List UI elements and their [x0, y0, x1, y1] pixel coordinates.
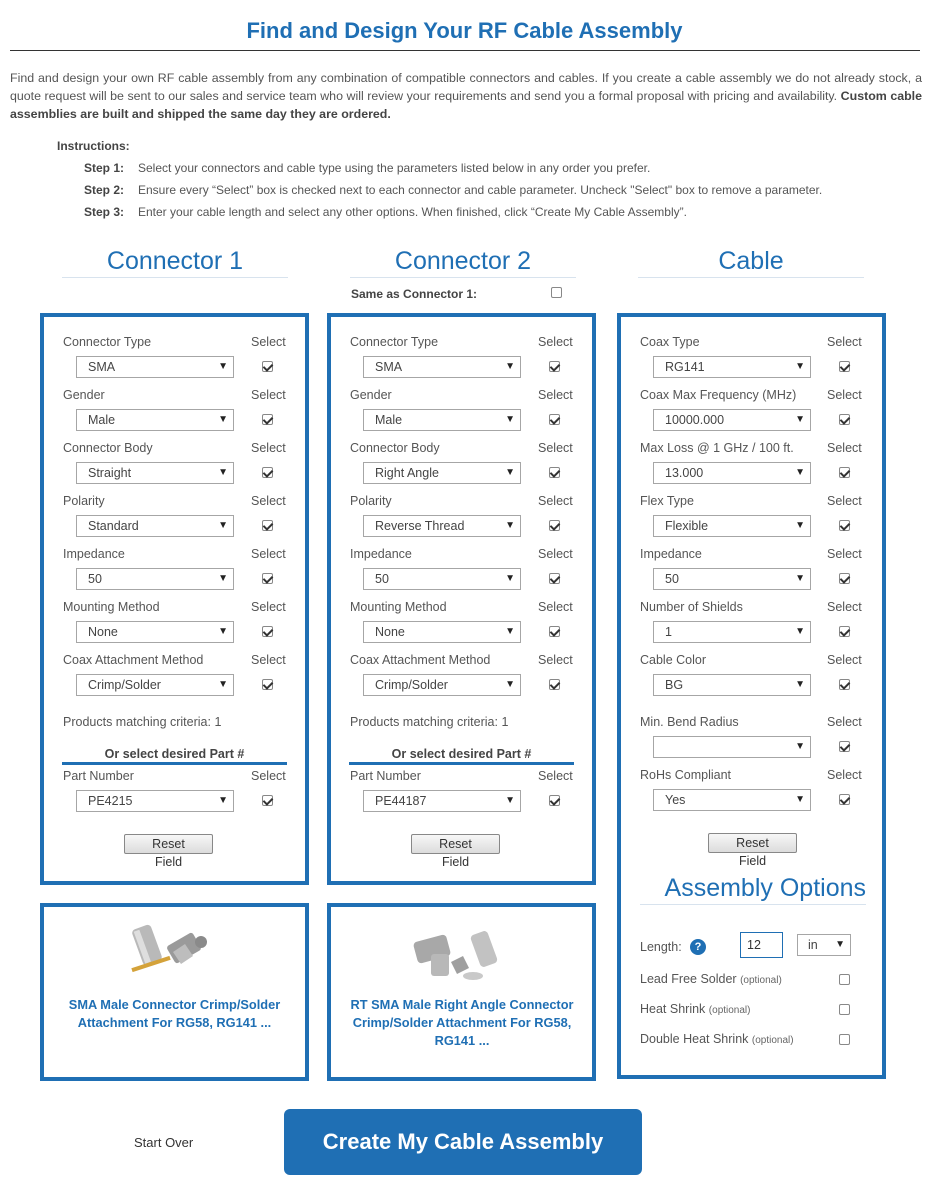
select-label: Select	[251, 600, 286, 614]
dropdown-value: Right Angle	[375, 466, 439, 480]
cable-color-dropdown[interactable]	[653, 674, 811, 696]
connector1-body-label: Connector Body	[63, 441, 153, 455]
length-input[interactable]: 12	[740, 932, 783, 958]
dropdown-value: Yes	[665, 793, 686, 807]
select-label: Select	[538, 494, 573, 508]
cable-rohs-dropdown[interactable]	[653, 789, 811, 811]
dropdown-value: SMA	[88, 360, 116, 374]
option-label: Double Heat Shrink	[640, 1032, 749, 1046]
connector2-heading: Connector 2	[350, 246, 576, 278]
chevron-down-icon: ▼	[795, 361, 805, 372]
dropdown-value: 50	[88, 572, 102, 586]
dropdown-value: Straight	[88, 466, 132, 480]
option-note: (optional)	[708, 1005, 751, 1016]
option-note: (optional)	[751, 1035, 794, 1046]
chevron-down-icon: ▼	[795, 626, 805, 637]
connector1-impedance-dropdown[interactable]	[76, 568, 234, 590]
double-heat-shrink-checkbox[interactable]	[839, 1034, 850, 1045]
connector2-type-select-checkbox[interactable]	[549, 361, 560, 372]
select-label: Select	[251, 769, 286, 783]
dropdown-value: None	[375, 625, 405, 639]
connector1-product-title[interactable]: SMA Male Connector Crimp/Solder Attachment For RG58, RG141 ...	[68, 997, 281, 1030]
select-label: Select	[827, 494, 862, 508]
select-label: Select	[827, 768, 862, 782]
dropdown-value: Flexible	[665, 519, 709, 533]
cable-max-frequency-dropdown[interactable]	[653, 409, 811, 431]
connector2-product-image[interactable]	[411, 928, 511, 986]
connector2-mounting-select-checkbox[interactable]	[549, 626, 560, 637]
connector2-coax-attach-select-checkbox[interactable]	[549, 679, 560, 690]
cable-bend-radius-dropdown[interactable]	[653, 736, 811, 758]
cable-impedance-dropdown[interactable]	[653, 568, 811, 590]
connector2-coax-attach-label: Coax Attachment Method	[350, 653, 491, 667]
cable-reset-button[interactable]: Reset Field	[708, 833, 797, 853]
select-label: Select	[827, 653, 862, 667]
select-label: Select	[538, 653, 573, 667]
dropdown-value: Crimp/Solder	[375, 678, 448, 692]
cable-coax-type-select-checkbox[interactable]	[839, 361, 850, 372]
connector1-matching-count: Products matching criteria: 1	[63, 715, 222, 729]
chevron-down-icon: ▼	[505, 414, 515, 425]
option-label: Heat Shrink	[640, 1002, 706, 1016]
cable-flex-type-label: Flex Type	[640, 494, 694, 508]
connector1-type-select-checkbox[interactable]	[262, 361, 273, 372]
step-label: Step 2:	[84, 183, 125, 197]
chevron-down-icon: ▼	[505, 573, 515, 584]
connector1-part-label: Part Number	[63, 769, 134, 783]
cable-max-frequency-select-checkbox[interactable]	[839, 414, 850, 425]
select-label: Select	[251, 494, 286, 508]
lead-free-solder-label	[640, 972, 782, 986]
dropdown-value: SMA	[375, 360, 403, 374]
same-as-connector1-checkbox[interactable]	[551, 287, 562, 298]
connector1-mounting-dropdown[interactable]	[76, 621, 234, 643]
dropdown-value: 50	[665, 572, 679, 586]
select-label: Select	[251, 653, 286, 667]
heat-shrink-checkbox[interactable]	[839, 1004, 850, 1015]
connector1-impedance-select-checkbox[interactable]	[262, 573, 273, 584]
connector1-mounting-label: Mounting Method	[63, 600, 160, 614]
create-cable-assembly-button[interactable]: Create My Cable Assembly	[284, 1109, 642, 1175]
dropdown-value: RG141	[665, 360, 705, 374]
connector1-body-select-checkbox[interactable]	[262, 467, 273, 478]
chevron-down-icon: ▼	[505, 467, 515, 478]
connector2-impedance-dropdown[interactable]	[363, 568, 521, 590]
chevron-down-icon: ▼	[218, 679, 228, 690]
connector1-gender-dropdown[interactable]	[76, 409, 234, 431]
dropdown-value: 10000.000	[665, 413, 725, 427]
connector2-product-title[interactable]: RT SMA Male Right Angle Connector Crimp/Solder Attachment For RG58, RG141 ...	[350, 997, 574, 1048]
instruction-step-1	[84, 161, 650, 175]
connector2-type-dropdown[interactable]	[363, 356, 521, 378]
select-label: Select	[251, 335, 286, 349]
connector1-type-dropdown[interactable]	[76, 356, 234, 378]
connector1-coax-attach-label: Coax Attachment Method	[63, 653, 204, 667]
select-label: Select	[251, 388, 286, 402]
connector1-part-select-checkbox[interactable]	[262, 795, 273, 806]
chevron-down-icon: ▼	[505, 520, 515, 531]
connector2-body-select-checkbox[interactable]	[549, 467, 560, 478]
connector2-gender-select-checkbox[interactable]	[549, 414, 560, 425]
dropdown-value: BG	[665, 678, 684, 692]
chevron-down-icon: ▼	[218, 467, 228, 478]
cable-max-loss-dropdown[interactable]	[653, 462, 811, 484]
chevron-down-icon: ▼	[218, 361, 228, 372]
assembly-options-heading: Assembly Options	[640, 873, 866, 905]
select-label: Select	[538, 335, 573, 349]
step-text: Enter your cable length and select any other options. When finished, click “Create My Cable Assembly”.	[138, 205, 687, 219]
step-text: Select your connectors and cable type using the parameters listed below in any order you prefer.	[138, 161, 651, 175]
dropdown-value: 50	[375, 572, 389, 586]
cable-max-frequency-label: Coax Max Frequency (MHz)	[640, 388, 797, 402]
page-title: Find and Design Your RF Cable Assembly	[246, 18, 683, 43]
connector2-impedance-label: Impedance	[350, 547, 412, 561]
connector1-part-dropdown[interactable]	[76, 790, 234, 812]
dropdown-value: PE44187	[375, 794, 427, 808]
dropdown-value: Reverse Thread	[375, 519, 465, 533]
connector1-impedance-label: Impedance	[63, 547, 125, 561]
connector1-type-label: Connector Type	[63, 335, 152, 349]
chevron-down-icon: ▼	[505, 626, 515, 637]
heat-shrink-label	[640, 1002, 751, 1016]
cable-shields-label: Number of Shields	[640, 600, 743, 614]
chevron-down-icon: ▼	[795, 414, 805, 425]
select-label: Select	[251, 547, 286, 561]
step-label: Step 1:	[84, 161, 125, 175]
chevron-down-icon: ▼	[218, 414, 228, 425]
connector2-impedance-select-checkbox[interactable]	[549, 573, 560, 584]
length-label: Length:	[640, 940, 682, 954]
connector1-reset-button[interactable]: Reset Field	[124, 834, 213, 854]
cable-impedance-select-checkbox[interactable]	[839, 573, 850, 584]
option-label: Lead Free Solder	[640, 972, 737, 986]
cable-shields-select-checkbox[interactable]	[839, 626, 850, 637]
select-label: Select	[827, 547, 862, 561]
cable-flex-type-select-checkbox[interactable]	[839, 520, 850, 531]
cable-color-label: Cable Color	[640, 653, 707, 667]
chevron-down-icon: ▼	[505, 679, 515, 690]
connector1-gender-select-checkbox[interactable]	[262, 414, 273, 425]
cable-color-select-checkbox[interactable]	[839, 679, 850, 690]
select-label: Select	[538, 388, 573, 402]
chevron-down-icon: ▼	[505, 361, 515, 372]
chevron-down-icon: ▼	[795, 741, 805, 752]
connector2-matching-count: Products matching criteria: 1	[350, 715, 509, 729]
chevron-down-icon: ▼	[218, 626, 228, 637]
chevron-down-icon: ▼	[505, 795, 515, 806]
connector2-body-dropdown[interactable]	[363, 462, 521, 484]
chevron-down-icon: ▼	[218, 573, 228, 584]
connector2-mounting-label: Mounting Method	[350, 600, 447, 614]
select-label: Select	[827, 388, 862, 402]
connector1-body-dropdown[interactable]	[76, 462, 234, 484]
title-divider	[10, 50, 920, 51]
cable-max-loss-select-checkbox[interactable]	[839, 467, 850, 478]
connector2-polarity-label: Polarity	[350, 494, 392, 508]
select-label: Select	[251, 441, 286, 455]
option-note: (optional)	[740, 975, 782, 986]
connector2-type-label: Connector Type	[350, 335, 439, 349]
cable-max-loss-label: Max Loss @ 1 GHz / 100 ft.	[640, 441, 794, 455]
step-text: Ensure every “Select” box is checked next to each connector and cable parameter. Uncheck "Select" box to remove a parameter.	[138, 183, 823, 197]
intro-bold-text: Custom cable assemblies are built and shipped the same day they are ordered.	[10, 89, 923, 121]
connector2-or-select-heading: Or select desired Part #	[349, 747, 574, 765]
start-over-link[interactable]: Start Over	[134, 1135, 194, 1150]
dropdown-value: Male	[88, 413, 116, 427]
connector2-polarity-select-checkbox[interactable]	[549, 520, 560, 531]
chevron-down-icon: ▼	[795, 794, 805, 805]
dropdown-value: Male	[375, 413, 403, 427]
select-label: Select	[538, 769, 573, 783]
select-label: Select	[827, 715, 862, 729]
connector1-polarity-dropdown[interactable]	[76, 515, 234, 537]
connector2-mounting-dropdown[interactable]	[363, 621, 521, 643]
connector1-or-select-heading: Or select desired Part #	[62, 747, 287, 765]
select-label: Select	[827, 600, 862, 614]
connector1-mounting-select-checkbox[interactable]	[262, 626, 273, 637]
connector2-reset-button[interactable]: Reset Field	[411, 834, 500, 854]
chevron-down-icon: ▼	[835, 939, 845, 950]
chevron-down-icon: ▼	[218, 795, 228, 806]
connector2-polarity-dropdown[interactable]	[363, 515, 521, 537]
connector1-heading: Connector 1	[62, 246, 288, 278]
connector2-part-select-checkbox[interactable]	[549, 795, 560, 806]
cable-rohs-select-checkbox[interactable]	[839, 794, 850, 805]
cable-flex-type-dropdown[interactable]	[653, 515, 811, 537]
connector1-polarity-label: Polarity	[63, 494, 105, 508]
cable-heading: Cable	[638, 246, 864, 278]
connector2-body-label: Connector Body	[350, 441, 440, 455]
chevron-down-icon: ▼	[218, 520, 228, 531]
dropdown-value: 1	[665, 625, 672, 639]
lead-free-solder-checkbox[interactable]	[839, 974, 850, 985]
connector2-gender-label: Gender	[350, 388, 392, 402]
connector1-product-image[interactable]	[125, 922, 225, 980]
intro-paragraph	[10, 69, 922, 123]
connector2-coax-attach-dropdown[interactable]	[363, 674, 521, 696]
select-label: Select	[827, 335, 862, 349]
double-heat-shrink-label	[640, 1032, 794, 1046]
same-as-connector1-label: Same as Connector 1:	[351, 287, 478, 301]
dropdown-value: 13.000	[665, 466, 704, 480]
cable-impedance-label: Impedance	[640, 547, 702, 561]
connector2-gender-dropdown[interactable]	[363, 409, 521, 431]
chevron-down-icon: ▼	[795, 573, 805, 584]
dropdown-value: Crimp/Solder	[88, 678, 161, 692]
step-label: Step 3:	[84, 205, 125, 219]
chevron-down-icon: ▼	[795, 679, 805, 690]
dropdown-value: Standard	[88, 519, 139, 533]
select-label: Select	[538, 547, 573, 561]
cable-coax-type-label: Coax Type	[640, 335, 700, 349]
connector2-part-label: Part Number	[350, 769, 421, 783]
instruction-step-3	[84, 205, 687, 219]
connector1-coax-attach-select-checkbox[interactable]	[262, 679, 273, 690]
select-label: Select	[538, 600, 573, 614]
chevron-down-icon: ▼	[795, 520, 805, 531]
length-unit-dropdown[interactable]	[797, 934, 851, 956]
connector1-gender-label: Gender	[63, 388, 105, 402]
cable-bend-radius-label: Min. Bend Radius	[640, 715, 739, 729]
select-label: Select	[538, 441, 573, 455]
cable-rohs-label: RoHs Compliant	[640, 768, 732, 782]
connector1-polarity-select-checkbox[interactable]	[262, 520, 273, 531]
dropdown-value: None	[88, 625, 118, 639]
instructions-heading: Instructions:	[57, 139, 130, 153]
cable-bend-radius-select-checkbox[interactable]	[839, 741, 850, 752]
cable-coax-type-dropdown[interactable]	[653, 356, 811, 378]
intro-text: Find and design your own RF cable assembly from any combination of compatible connectors and cables. If you create a cable assembly we do not already stock, a quote request will be sent to our sales and service team who will review your requirements and send you a formal proposal with pricing and availability.	[10, 71, 922, 103]
dropdown-value: in	[808, 938, 818, 952]
select-label: Select	[827, 441, 862, 455]
connector2-part-dropdown[interactable]	[363, 790, 521, 812]
help-icon[interactable]: ?	[690, 939, 706, 955]
cable-shields-dropdown[interactable]	[653, 621, 811, 643]
chevron-down-icon: ▼	[795, 467, 805, 478]
instruction-step-2	[84, 183, 822, 197]
connector1-coax-attach-dropdown[interactable]	[76, 674, 234, 696]
dropdown-value: PE4215	[88, 794, 133, 808]
